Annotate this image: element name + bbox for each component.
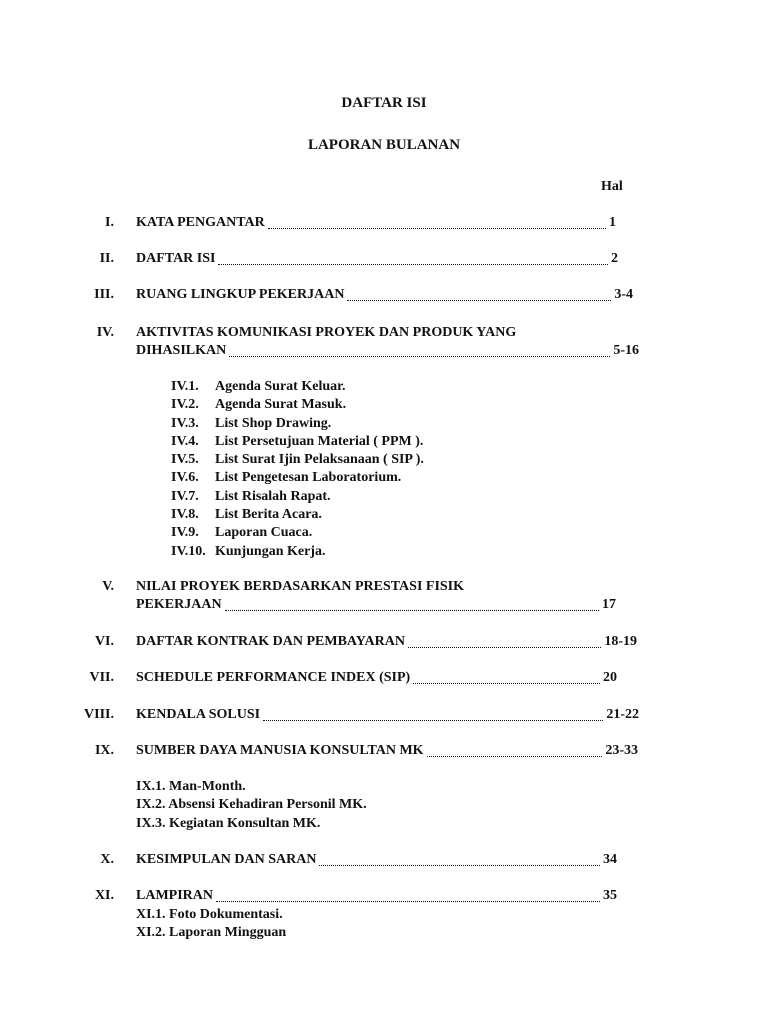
entry-title: DIHASILKAN [136, 343, 227, 358]
entry-page: 1 [609, 215, 616, 230]
entry-number: XI. [94, 888, 114, 903]
entry-page: 21-22 [606, 707, 639, 722]
entry-title: SUMBER DAYA MANUSIA KONSULTAN MK [136, 743, 424, 758]
entry-title-line1: NILAI PROYEK BERDASARKAN PRESTASI FISIK [136, 579, 465, 594]
list-item: IX.1. Man-Month. [136, 779, 246, 794]
entry-number: IX. [94, 743, 114, 758]
entry-title: LAMPIRAN [136, 888, 213, 903]
entry-title: DAFTAR KONTRAK DAN PEMBAYARAN [136, 634, 405, 649]
toc-entry [136, 707, 639, 725]
list-item: IV.1. Agenda Surat Keluar. [171, 379, 346, 394]
entry-page: 34 [603, 852, 617, 867]
entry-number: III. [94, 287, 114, 302]
entry-page: 20 [603, 670, 617, 685]
toc-entry [136, 215, 616, 233]
list-item: IV.3. List Shop Drawing. [171, 415, 332, 431]
toc-entry [136, 670, 617, 688]
entry-title: KATA PENGANTAR [136, 215, 265, 230]
entry-title: DAFTAR ISI [136, 251, 216, 266]
entry-page: 35 [603, 888, 617, 903]
entry-number: II. [99, 251, 114, 266]
dot-leader [319, 865, 600, 866]
dot-leader [229, 356, 610, 357]
entry-page: 23-33 [605, 743, 638, 758]
toc-entry [136, 597, 616, 615]
sub-list-xi [136, 906, 286, 943]
page-title: DAFTAR ISI [341, 95, 427, 111]
sub-list-iv [171, 378, 424, 561]
dot-leader [268, 228, 606, 229]
sub-list-ix [136, 778, 367, 833]
list-item: IV.6. List Pengetesan Laboratorium. [171, 470, 402, 486]
list-item: XI.2. Laporan Mingguan [136, 925, 287, 941]
entry-number: VIII. [84, 707, 114, 722]
list-item: XI.1. Foto Dokumentasi. [136, 907, 283, 922]
dot-leader [216, 901, 600, 902]
entry-number: IV. [96, 325, 114, 340]
entry-title: KENDALA SOLUSI [136, 707, 261, 722]
entry-page: 5-16 [613, 343, 639, 358]
dot-leader [408, 647, 601, 648]
entry-number: V. [102, 579, 114, 594]
list-item: IX.3. Kegiatan Konsultan MK. [136, 815, 321, 831]
entry-page: 18-19 [604, 634, 637, 649]
list-item: IV.5. List Surat Ijin Pelaksanaan ( SIP ). [171, 452, 424, 468]
entry-title-line1: AKTIVITAS KOMUNIKASI PROYEK DAN PRODUK YANG [136, 325, 517, 340]
entry-title: SCHEDULE PERFORMANCE INDEX (SIP) [136, 670, 411, 685]
entry-page: 3-4 [614, 287, 633, 302]
toc-entry [136, 743, 638, 761]
entry-title: RUANG LINGKUP PEKERJAAN [136, 287, 345, 302]
toc-entry [136, 634, 637, 652]
dot-leader [218, 264, 608, 265]
page-column-header: Hal [601, 179, 623, 194]
dot-leader [347, 300, 611, 301]
toc-entry [136, 852, 617, 870]
entry-number: VII. [89, 670, 114, 685]
list-item: IV.2. Agenda Surat Masuk. [171, 397, 347, 413]
entry-number: VI. [94, 634, 114, 649]
toc-entry [136, 888, 617, 906]
entry-number: I. [105, 215, 114, 230]
entry-page: 2 [611, 251, 618, 266]
dot-leader [225, 610, 599, 611]
toc-entry [136, 251, 618, 269]
list-item: IV.9. Laporan Cuaca. [171, 525, 313, 541]
list-item: IX.2. Absensi Kehadiran Personil MK. [136, 797, 367, 813]
entry-number: X. [100, 852, 114, 867]
dot-leader [413, 683, 600, 684]
list-item: IV.4. List Persetujuan Material ( PPM ). [171, 433, 424, 449]
list-item: IV.8. List Berita Acara. [171, 507, 322, 523]
page-subtitle: LAPORAN BULANAN [307, 137, 461, 153]
toc-entry [136, 287, 633, 305]
dot-leader [263, 720, 603, 721]
list-item: IV.7. List Risalah Rapat. [171, 488, 331, 504]
entry-page: 17 [602, 597, 616, 612]
entry-title: KESIMPULAN DAN SARAN [136, 852, 317, 867]
dot-leader [427, 756, 603, 757]
entry-title: PEKERJAAN [136, 597, 222, 612]
toc-entry [136, 343, 639, 361]
list-item: IV.10. Kunjungan Kerja. [171, 543, 326, 559]
